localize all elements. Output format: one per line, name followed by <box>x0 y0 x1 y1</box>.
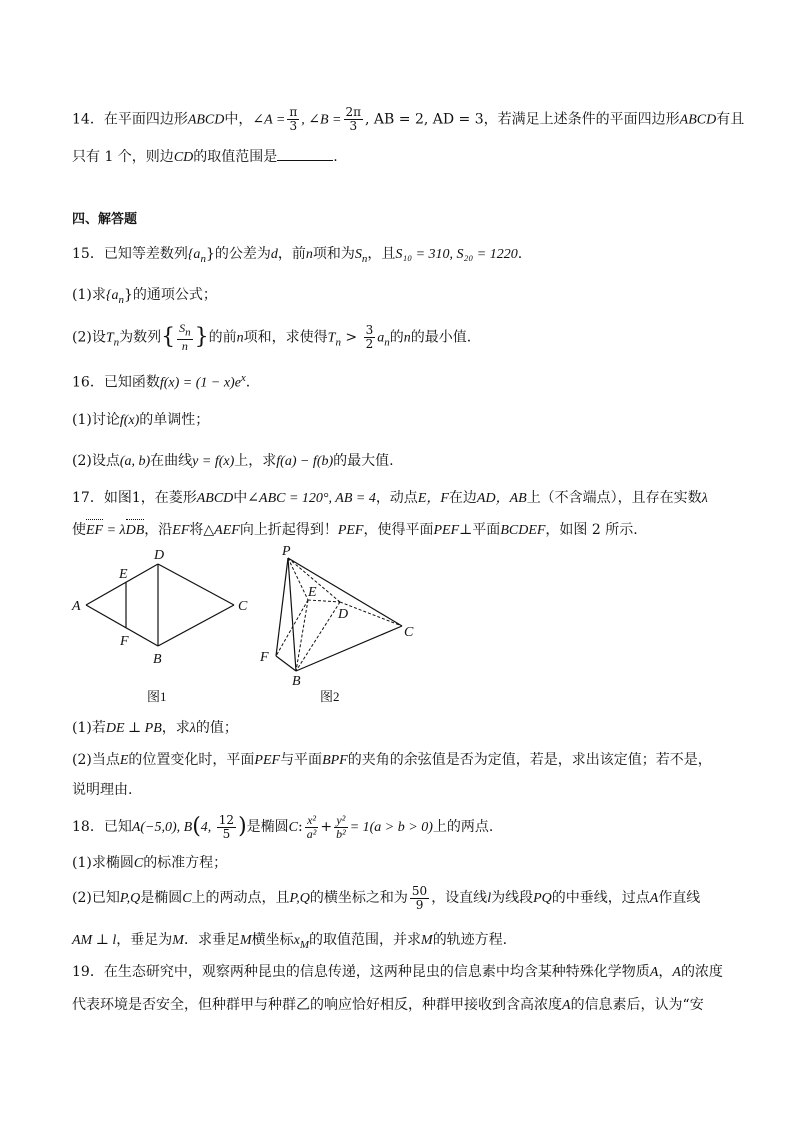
fraction <box>305 814 319 841</box>
vector: EF <box>86 521 103 541</box>
q17-line1 <box>72 488 708 509</box>
numerator: x² <box>305 814 319 828</box>
math: l <box>487 891 492 906</box>
math: = λ <box>103 523 126 538</box>
denominator: 3 <box>289 119 298 133</box>
text: ，设直线 <box>431 890 488 906</box>
math: DE ⊥ PB <box>105 721 162 736</box>
text: 的中垂线，过点 <box>551 890 650 906</box>
denominator: n <box>181 339 188 354</box>
denominator: 9 <box>415 897 424 912</box>
q18-sub2 <box>72 884 700 913</box>
text: ， <box>658 964 673 980</box>
math: (a, b) <box>119 454 151 469</box>
edge-pf <box>276 558 288 656</box>
text: 的轨迹方程. <box>432 932 508 948</box>
fraction <box>287 106 299 133</box>
text: (1)若 <box>72 720 106 736</box>
label-e: E <box>119 567 128 582</box>
q15-sub2 <box>72 322 471 357</box>
text: . <box>333 149 338 165</box>
label-f: F <box>260 650 269 665</box>
text: 的最小值. <box>410 329 472 346</box>
q17-sub2 <box>72 750 712 771</box>
q19-line2 <box>72 995 704 1016</box>
section-heading: 四、解答题 <box>72 212 138 227</box>
text: ，动点 <box>375 490 418 506</box>
text: 的浓度 <box>680 964 723 980</box>
text: 是椭圆 <box>140 890 183 906</box>
fraction <box>217 814 236 841</box>
q17-line2 <box>72 520 638 541</box>
label-c: C <box>238 599 248 614</box>
math: {a <box>105 288 119 303</box>
text: 15．已知等差数列 <box>72 246 188 262</box>
label-c: C <box>404 625 414 640</box>
text: ！ <box>323 522 338 538</box>
text: 的前 <box>208 329 237 346</box>
q18-sub2-line2 <box>72 930 507 955</box>
edge-db <box>296 602 340 671</box>
math: M <box>172 933 184 948</box>
math: {a <box>187 247 201 262</box>
superscript: x <box>240 372 246 384</box>
text: 作直线 <box>658 890 701 906</box>
math: T <box>105 330 114 346</box>
text: 18．已知 <box>72 819 132 835</box>
text: (2)设点 <box>72 453 120 469</box>
math: ABCD <box>196 491 234 506</box>
math: BPF <box>322 753 348 768</box>
math: T <box>327 330 336 346</box>
math: E，F <box>417 491 449 506</box>
denominator: a² <box>306 826 317 841</box>
label-b: B <box>153 652 162 667</box>
text: 17．如图1，在菱形 <box>72 490 197 506</box>
math: C <box>182 891 192 906</box>
q14-line2 <box>72 146 338 168</box>
q15-sub1 <box>72 285 217 310</box>
paren-open: ( <box>192 814 201 839</box>
text: ，沿 <box>144 522 173 538</box>
label-b: B <box>292 674 301 689</box>
q14-line1 <box>72 106 744 133</box>
brace-open: { <box>161 324 176 350</box>
numerator: y² <box>334 814 348 828</box>
q17-sub2-line2: 说明理由. <box>72 782 133 798</box>
text: 的取值范围，并求 <box>309 932 422 948</box>
figure-2-fold <box>252 540 432 710</box>
math: ABCD <box>679 112 717 128</box>
text: ⊥平面 <box>459 522 501 538</box>
text: ，使得平面 <box>363 522 434 538</box>
math: P,Q <box>289 891 310 906</box>
text: ，求 <box>161 720 190 736</box>
brace-close: } <box>194 324 209 350</box>
math: M <box>421 933 433 948</box>
text: 的位置变化时，平面 <box>128 752 255 768</box>
edge-bc <box>296 626 402 671</box>
text: 横坐标 <box>251 932 294 948</box>
math: λ <box>189 721 196 736</box>
text: (1)求 <box>72 287 106 303</box>
q16-sub1 <box>72 410 209 431</box>
math: CD <box>173 150 194 165</box>
text: 的横坐标之和为 <box>309 890 408 906</box>
math: A <box>562 998 571 1013</box>
text: (1)求椭圆 <box>72 855 134 871</box>
text: 的标准方程； <box>143 855 228 871</box>
math: ∠ABC = 120°, AB = 4 <box>247 491 376 506</box>
math: S <box>179 321 186 335</box>
math: x <box>293 933 300 948</box>
text: 上的两点. <box>432 819 494 835</box>
denominator: 5 <box>222 826 231 841</box>
text: 的值； <box>195 720 238 736</box>
math: C <box>133 856 144 871</box>
edge-fb <box>276 656 296 671</box>
label-f: F <box>120 634 129 649</box>
denominator: 2 <box>365 337 374 352</box>
math: f(x) = (1 − x)e <box>159 375 241 391</box>
text: 上（不含端点），且存在实数 <box>526 490 702 506</box>
math: f(a) − f(b) <box>276 454 334 469</box>
math: y = f(x) <box>192 454 235 469</box>
q16-sub2 <box>72 451 394 472</box>
denominator: b² <box>336 826 346 841</box>
text: 的信息素后，认为“安 <box>570 997 704 1013</box>
math: A(−5,0), B <box>131 820 193 835</box>
label-d: D <box>154 548 165 563</box>
edge-cb <box>158 605 234 646</box>
text: (1)讨论 <box>72 412 120 428</box>
text: 使 <box>72 522 86 538</box>
math: PEF <box>254 753 281 768</box>
subscript: n <box>113 336 120 349</box>
math: C <box>288 820 299 835</box>
text: 的 <box>389 329 404 346</box>
text: 是椭圆 <box>246 819 289 835</box>
text: 中 <box>233 490 248 506</box>
numerator: 3 <box>365 323 374 338</box>
text: 有且 <box>716 111 745 128</box>
text: . <box>245 374 251 391</box>
math: : <box>298 819 303 835</box>
text: ．求垂足 <box>183 932 240 948</box>
text: 中， <box>224 111 253 128</box>
numerator <box>177 322 193 340</box>
text: 的夹角的余弦值是否为定值，若是，求出该定值；若不是， <box>347 752 712 768</box>
text: 的取值范围是 <box>193 149 278 165</box>
text: ，前 <box>277 246 306 262</box>
text: 项和，求使得 <box>243 329 328 346</box>
q17-sub1 <box>72 718 238 739</box>
text: 项和为 <box>312 246 355 262</box>
math: BCDEF <box>500 523 546 538</box>
q19-line1 <box>72 962 723 983</box>
numerator: π <box>289 105 298 119</box>
fraction <box>177 322 193 353</box>
q18-sub1 <box>72 853 227 874</box>
math: ∠A = <box>252 112 286 128</box>
text: ，且 <box>367 246 396 262</box>
math: a <box>377 330 385 346</box>
label-p: P <box>282 544 291 559</box>
subscript: n <box>200 252 206 265</box>
text: 16．已知函数 <box>72 374 160 391</box>
q15-line1 <box>72 244 522 269</box>
math: } <box>205 246 215 262</box>
subscript: n <box>335 336 341 349</box>
text: (2)设 <box>72 329 106 346</box>
math: λ <box>701 491 708 506</box>
subscript: n <box>185 326 191 339</box>
fraction <box>410 885 429 912</box>
text: 为线段 <box>491 890 534 906</box>
subscript: n <box>384 336 390 349</box>
math: f(x) <box>119 413 140 428</box>
fraction <box>344 106 364 133</box>
subscript: M <box>299 938 310 951</box>
edge-dc <box>158 564 234 605</box>
text: 14．在平面四边形 <box>72 111 188 128</box>
text: (2)已知 <box>72 890 120 906</box>
text: . <box>517 246 523 262</box>
text: ，垂足为 <box>116 932 173 948</box>
math: S <box>354 247 362 262</box>
text: 代表环境是否安全，但种群甲与种群乙的响应恰好相反，种群甲接收到含高浓度 <box>72 997 562 1013</box>
math: AD，AB <box>476 491 527 506</box>
text: 的公差为 <box>214 246 271 262</box>
subscript: n <box>118 293 124 306</box>
math: PEF <box>337 523 364 538</box>
q16-line1 <box>72 368 250 394</box>
label-d: D <box>338 607 349 622</box>
paren-close: ) <box>238 814 247 839</box>
math: > <box>340 329 362 346</box>
math: △AEF <box>203 523 240 538</box>
numerator: 2π <box>345 105 362 119</box>
text: 将 <box>189 522 204 538</box>
math: PQ <box>533 891 552 906</box>
math: P,Q <box>119 891 141 906</box>
subscript: n <box>361 252 368 265</box>
math: S₁₀ = 310, S₂₀ = 1220 <box>395 247 518 262</box>
label-e: E <box>308 585 317 600</box>
math: 4, <box>200 820 215 835</box>
text: (2)当点 <box>72 752 120 768</box>
math: A <box>672 965 681 980</box>
text: ，如图 2 所示. <box>545 522 638 538</box>
figure-1-rhombus <box>68 545 258 710</box>
math: d <box>270 247 278 262</box>
q18-line1 <box>72 812 493 843</box>
fraction <box>334 814 348 841</box>
answer-blank <box>277 146 333 161</box>
text: , AB = 2, AD = 3，若满足上述条件的平面四边形 <box>365 111 680 128</box>
text: 在曲线 <box>150 453 193 469</box>
denominator: 3 <box>349 119 358 133</box>
numerator: 50 <box>411 883 428 898</box>
text: }的通项公式； <box>123 287 217 303</box>
text: 上，求 <box>234 453 277 469</box>
text: 与平面 <box>280 752 323 768</box>
math: EF <box>172 523 190 538</box>
math: A <box>649 891 659 906</box>
edge-pb <box>288 558 296 671</box>
math: = 1 <box>349 820 370 835</box>
numerator: 12 <box>218 812 235 827</box>
math: (a > b > 0) <box>369 820 433 835</box>
math: PEF <box>433 523 460 538</box>
math: n <box>236 330 244 346</box>
text: 的最大值. <box>333 453 394 469</box>
vector: DB <box>126 521 145 541</box>
math: AM ⊥ l <box>72 933 117 948</box>
text: 向上折起得到 <box>239 522 324 538</box>
math: A <box>649 965 659 980</box>
caption-fig2: 图2 <box>320 689 340 704</box>
math: , ∠B = <box>301 112 342 128</box>
math: E <box>119 753 129 768</box>
fraction <box>364 324 376 351</box>
text: 在边 <box>448 490 477 506</box>
label-a: A <box>72 599 81 614</box>
caption-fig1: 图1 <box>147 689 167 704</box>
text: 为数列 <box>119 329 162 346</box>
text: 19．在生态研究中，观察两种昆虫的信息传递，这两种昆虫的信息素中均含某种特殊化学物质 <box>72 964 650 980</box>
text: 的单调性； <box>139 412 210 428</box>
math: + <box>320 819 333 835</box>
edge-dc <box>340 602 402 626</box>
math: M <box>239 933 252 948</box>
math: ABCD <box>187 112 225 128</box>
text: 上的两动点，且 <box>191 890 290 906</box>
text: 只有 1 个，则边 <box>72 149 174 165</box>
math: n <box>403 330 411 346</box>
math: n <box>305 247 313 262</box>
edge-ed <box>308 600 340 602</box>
